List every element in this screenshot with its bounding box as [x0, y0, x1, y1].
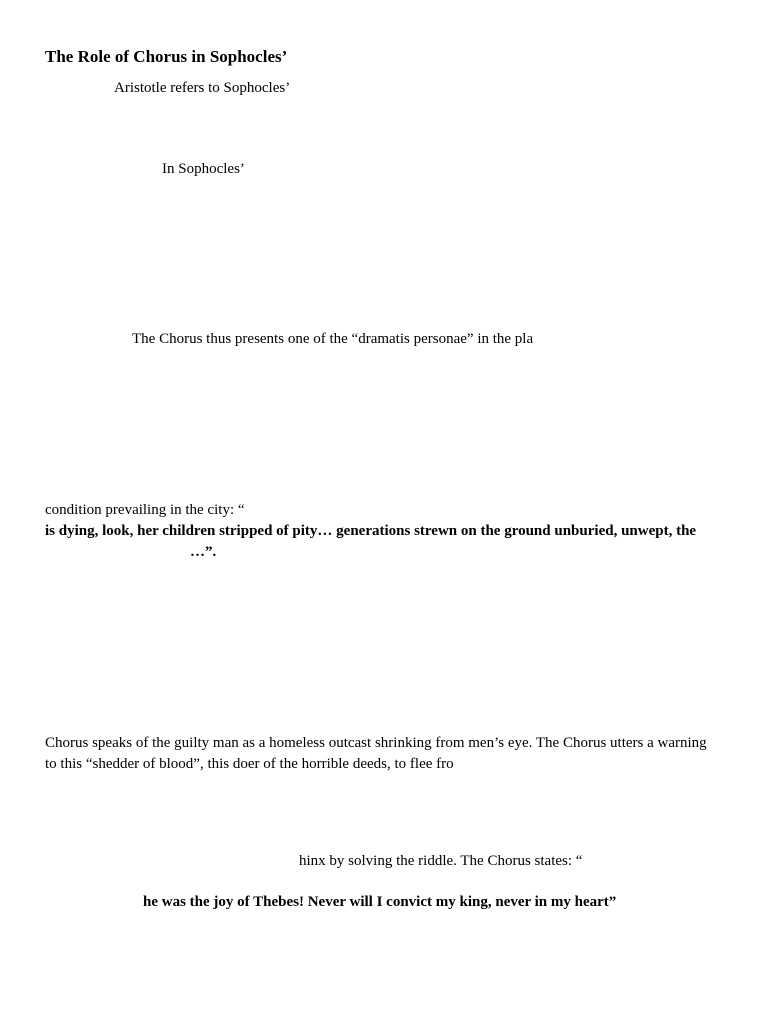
- paragraph-line: In Sophocles’: [162, 161, 245, 177]
- paragraph-line: hinx by solving the riddle. The Chorus states: “: [299, 853, 583, 869]
- quote-line: …”.: [190, 544, 217, 560]
- paragraph-line: Chorus speaks of the guilty man as a homeless outcast shrinking from men’s eye. The Chorus utters a warning: [45, 735, 707, 751]
- paragraph-line: to this “shedder of blood”, this doer of the horrible deeds, to flee fro: [45, 756, 454, 772]
- paragraph-line: condition prevailing in the city: “: [45, 502, 245, 518]
- quote-line: he was the joy of Thebes! Never will I convict my king, never in my heart”: [143, 894, 617, 910]
- document-title: The Role of Chorus in Sophocles’: [45, 47, 288, 66]
- quote-line: is dying, look, her children stripped of pity… generations strewn on the ground unburied, unwept, the: [45, 523, 697, 539]
- paragraph-line: Aristotle refers to Sophocles’: [114, 80, 291, 96]
- paragraph-line: The Chorus thus presents one of the “dramatis personae” in the pla: [132, 331, 534, 347]
